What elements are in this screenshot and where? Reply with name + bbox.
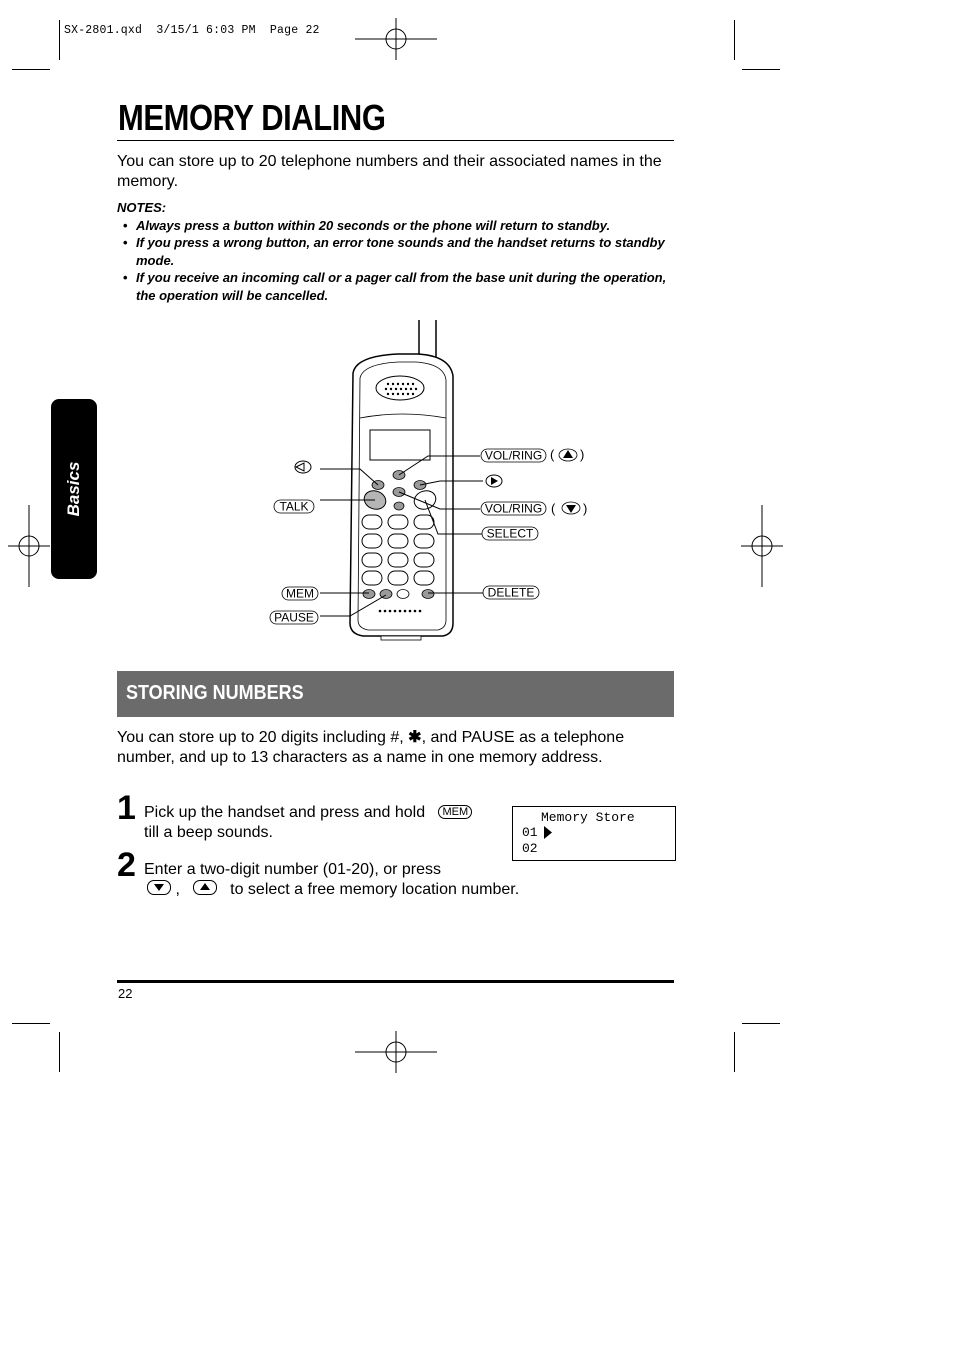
up-arrow-key-icon	[193, 880, 217, 895]
note-item: • If you receive an incoming call or a pager call from the base unit during the operation, the operation will be cancelled.	[117, 269, 677, 304]
crop-mark	[742, 69, 780, 70]
step-text: Enter a two-digit number (01-20), or press , to select a free memory location number.	[144, 861, 520, 898]
section-side-tab	[51, 399, 97, 579]
footer-rule	[117, 980, 674, 983]
registration-mark-right	[741, 505, 783, 587]
registration-mark-top	[355, 18, 437, 60]
section-title: STORING NUMBERS	[126, 682, 304, 704]
star-icon: ✱	[408, 729, 422, 746]
print-slug: SX-2801.qxd 3/15/1 6:03 PM Page 22	[64, 24, 320, 37]
crop-mark	[59, 1032, 60, 1072]
registration-mark-left	[8, 505, 50, 587]
note-item: • If you press a wrong button, an error tone sounds and the handset returns to standby mode.	[117, 234, 677, 269]
step-text	[144, 803, 514, 843]
label-select: SELECT	[486, 526, 534, 541]
side-tab-label: Basics	[64, 461, 83, 517]
cursor-arrow-icon	[543, 825, 553, 840]
storing-text-b: , and PAUSE as a telephone number, and up to 13 characters as a name in one memory address.	[117, 729, 625, 766]
step-number: 1	[117, 789, 136, 827]
storing-text-a: You can store up to 20 digits including #,	[117, 729, 409, 746]
crop-mark	[12, 69, 50, 70]
label-pause: PAUSE	[274, 610, 314, 625]
crop-mark	[742, 1023, 780, 1024]
step-text-b: to select a free memory location number.	[230, 881, 520, 898]
step-number: 2	[117, 846, 136, 884]
step-text-a: Enter a two-digit number (01-20), or press	[144, 861, 442, 878]
lcd-display	[512, 806, 676, 861]
step-text-b: till a beep sounds.	[144, 824, 273, 841]
down-arrow-key-icon	[147, 880, 171, 895]
notes-block	[117, 199, 677, 304]
registration-mark-bottom	[355, 1031, 437, 1073]
label-vol-ring-down: VOL/RING	[484, 501, 543, 516]
intro-paragraph: You can store up to 20 telephone numbers and their associated names in the memory.	[117, 153, 662, 190]
crop-mark	[734, 1032, 735, 1072]
svg-text:): )	[583, 501, 588, 516]
notes-heading: NOTES:	[117, 200, 167, 215]
note-item: • Always press a button within 20 seconds or the phone will return to standby.	[117, 217, 677, 235]
storing-paragraph	[117, 728, 677, 768]
display-line-2: 01	[522, 825, 538, 840]
page-number: 22	[118, 986, 133, 1001]
label-vol-ring-up: VOL/RING	[484, 448, 543, 463]
label-talk: TALK	[279, 499, 309, 514]
display-line-3: 02	[522, 841, 538, 856]
display-line-1: Memory Store	[541, 810, 635, 825]
label-mem: MEM	[286, 586, 314, 601]
crop-mark	[59, 20, 60, 60]
crop-mark	[12, 1023, 50, 1024]
title-rule	[117, 140, 674, 141]
handset-illustration	[268, 318, 608, 648]
mem-key-icon: MEM	[438, 805, 472, 819]
svg-text:(: (	[550, 447, 555, 462]
label-delete: DELETE	[487, 585, 535, 600]
crop-mark	[734, 20, 735, 60]
section-banner	[117, 671, 674, 717]
svg-text:(: (	[551, 501, 556, 516]
step-text-a: Pick up the handset and press and hold	[144, 804, 426, 821]
svg-text:): )	[580, 447, 585, 462]
page-title: MEMORY DIALING	[118, 97, 386, 138]
